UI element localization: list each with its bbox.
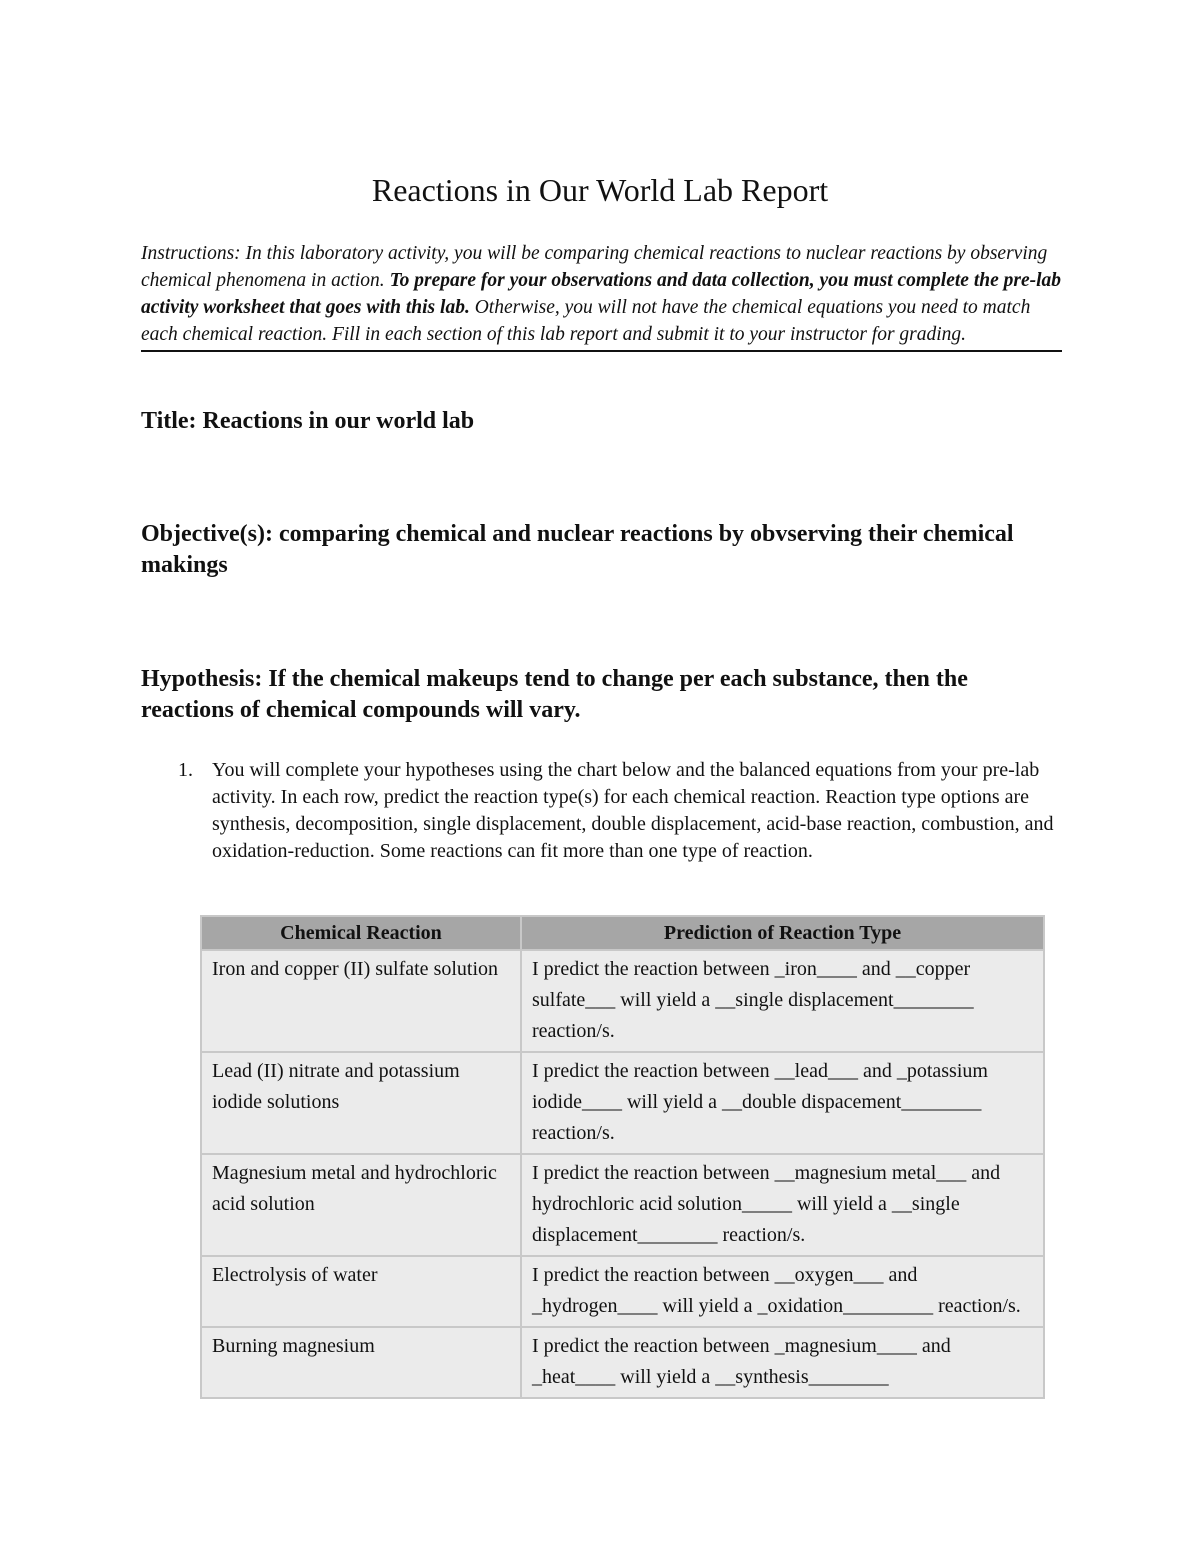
reaction-prediction-table [200,915,1045,1399]
reaction-cell: Magnesium metal and hydrochloric acid solution [201,1154,521,1256]
instructions-text-end: Otherwise, you will not have the chemical equations you need to match each chemical reaction. Fill in each section of this lab report and submit it to your instructor for grading. [141,297,1031,345]
instructions-bold-text: To prepare for your observations and data collection, you must complete the pre-lab activity worksheet that goes with this lab. [141,270,1062,318]
step-1 [178,757,1066,865]
header-chemical-reaction: Chemical Reaction [201,916,521,950]
table-row [201,950,1044,1052]
reaction-cell: Burning magnesium [201,1327,521,1398]
table-header-row [201,916,1044,950]
objective-section: Objective(s): comparing chemical and nuclear reactions by obvserving their chemical makings [141,521,1014,578]
prediction-cell: I predict the reaction between __oxygen___ and _hydrogen____ will yield a _oxidation_________ reaction/s. [521,1256,1044,1327]
hypothesis-section: Hypothesis: If the chemical makeups tend to change per each substance, then the reactions of chemical compounds will vary. [141,666,968,723]
step-number: 1. [178,759,193,781]
header-prediction: Prediction of Reaction Type [521,916,1044,950]
prediction-cell: I predict the reaction between __lead___ and _potassium iodide____ will yield a __double dispacement________ reaction/s. [521,1052,1044,1154]
table-row [201,1154,1044,1256]
reaction-cell: Lead (II) nitrate and potassium iodide solutions [201,1052,521,1154]
prediction-cell: I predict the reaction between _iron____ and __copper sulfate___ will yield a __single displacement________ reaction/s. [521,950,1044,1052]
prediction-cell: I predict the reaction between __magnesium metal___ and hydrochloric acid solution_____ will yield a __single displacement________ reaction/s. [521,1154,1044,1256]
title-section: Title: Reactions in our world lab [141,408,475,434]
step-text: You will complete your hypotheses using the chart below and the balanced equations from your pre-lab activity. In each row, predict the reaction type(s) for each chemical reaction. Reaction type options are synthesis, decomposition, single displacement, double displacement, acid-base reaction, combustion, and oxidation-reduction. Some reactions can fit more than one type of reaction. [212,759,1054,862]
table-row [201,1052,1044,1154]
table-row [201,1327,1044,1398]
instructions-text-start: Instructions: In this laboratory activity, you will be comparing chemical reactions to nuclear reactions by observing chemical phenomena in action. [141,243,1048,291]
reaction-cell: Electrolysis of water [201,1256,521,1327]
reaction-cell: Iron and copper (II) sulfate solution [201,950,521,1052]
prediction-cell: I predict the reaction between _magnesium____ and _heat____ will yield a __synthesis________ [521,1327,1044,1398]
document-title: Reactions in Our World Lab Report [371,172,829,208]
instructions-paragraph [141,240,1062,352]
table-row [201,1256,1044,1327]
